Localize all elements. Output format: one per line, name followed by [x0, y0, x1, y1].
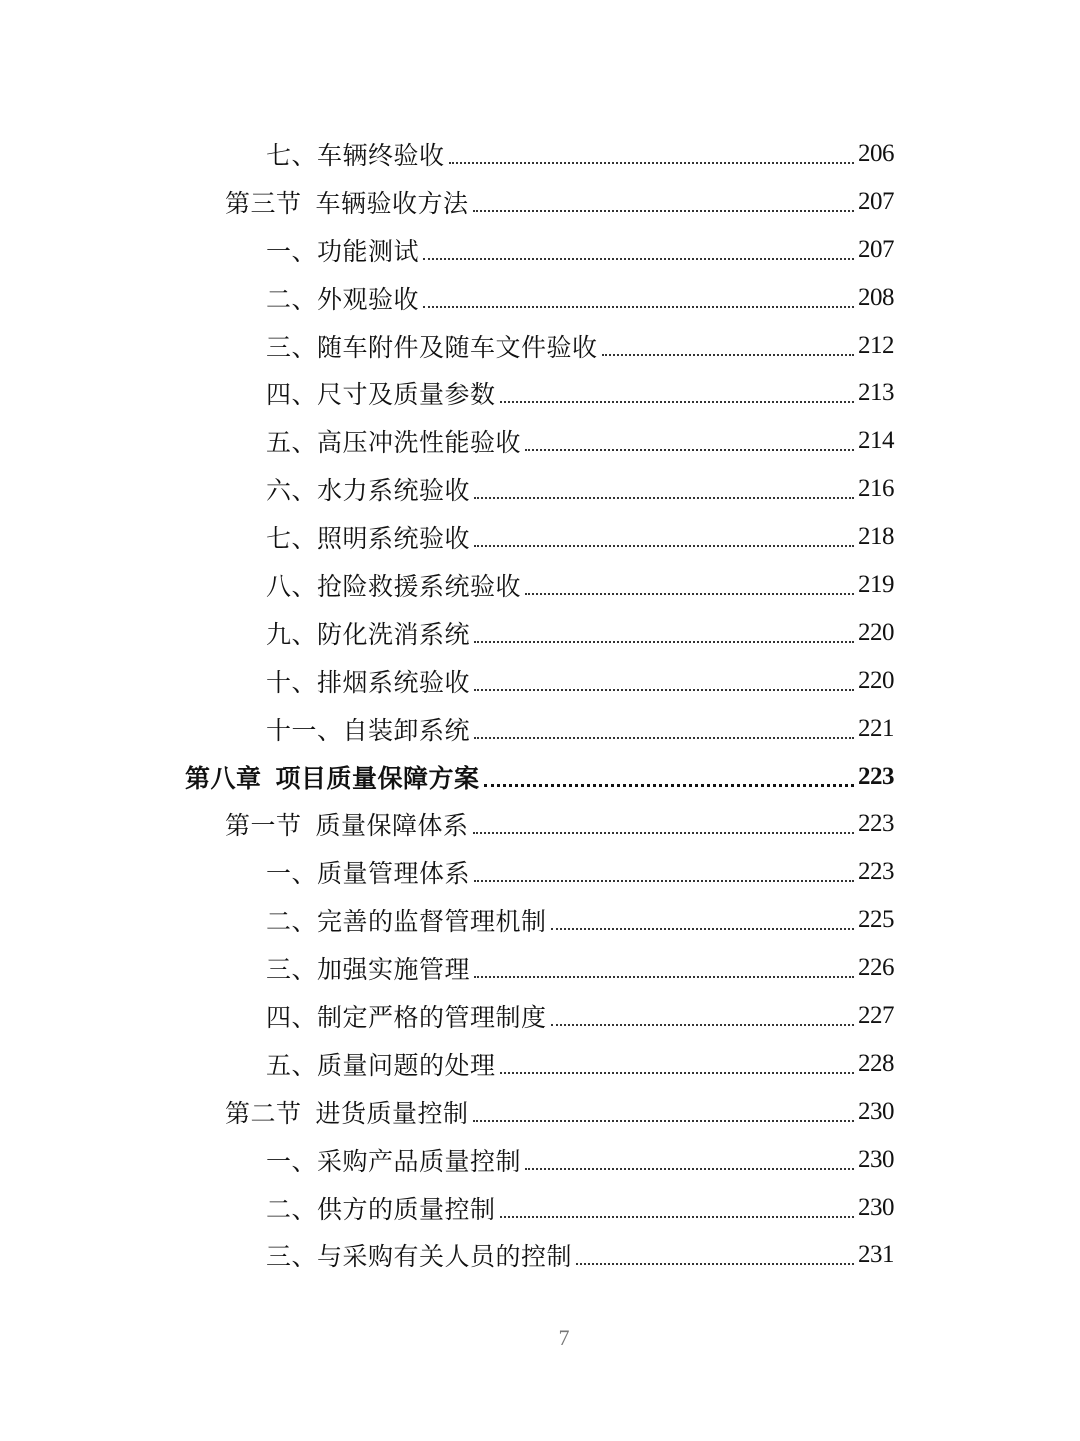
dot-leader	[474, 497, 854, 499]
dot-leader	[525, 449, 854, 451]
dot-leader	[551, 1024, 854, 1026]
toc-entry-title: 二、外观验收	[266, 284, 420, 314]
toc-entry-title: 六、水力系统验收	[266, 476, 471, 506]
toc-chapter-entry[interactable]	[0, 753, 1080, 801]
dot-leader	[473, 1120, 854, 1122]
toc-page-number: 216	[858, 475, 894, 503]
toc-page-number: 223	[858, 762, 894, 790]
toc-page-number: 220	[858, 618, 894, 646]
toc-entry-title: 九、防化洗消系统	[266, 619, 471, 649]
dot-leader	[484, 784, 854, 787]
toc-entry-title: 三、随车附件及随车文件验收	[266, 332, 598, 362]
toc-entry[interactable]	[0, 992, 1080, 1040]
toc-entry[interactable]	[0, 369, 1080, 417]
dot-leader	[474, 689, 854, 691]
toc-section-entry[interactable]	[0, 800, 1080, 848]
dot-leader	[474, 641, 854, 643]
toc-entry[interactable]	[0, 226, 1080, 274]
toc-page-number: 223	[858, 858, 894, 886]
dot-leader	[576, 1263, 854, 1265]
toc-section-entry[interactable]	[0, 178, 1080, 226]
toc-entry-title: 四、制定严格的管理制度	[266, 1002, 547, 1032]
dot-leader	[473, 832, 854, 834]
toc-page-number: 227	[858, 1001, 894, 1029]
toc-entry[interactable]	[0, 417, 1080, 465]
dot-leader	[473, 210, 854, 212]
toc-entry-title: 第八章 项目质量保障方案	[185, 763, 480, 793]
toc-page-number: 230	[858, 1145, 894, 1173]
toc-entry-title: 五、质量问题的处理	[266, 1050, 496, 1080]
dot-leader	[525, 1168, 854, 1170]
table-of-contents	[0, 130, 1080, 1279]
dot-leader	[474, 737, 854, 739]
toc-page-number: 213	[858, 379, 894, 407]
toc-entry-title: 第一节 质量保障体系	[225, 811, 469, 841]
toc-entry-title: 八、抢险救援系统验收	[266, 571, 522, 601]
toc-entry[interactable]	[0, 561, 1080, 609]
toc-entry-title: 十一、自装卸系统	[266, 715, 471, 745]
toc-page-number: 230	[858, 1193, 894, 1221]
toc-entry-title: 一、功能测试	[266, 236, 420, 266]
toc-entry[interactable]	[0, 1040, 1080, 1088]
toc-entry-title: 二、完善的监督管理机制	[266, 907, 547, 937]
dot-leader	[474, 976, 854, 978]
toc-page-number: 230	[858, 1097, 894, 1125]
toc-page-number: 208	[858, 283, 894, 311]
dot-leader	[449, 162, 854, 164]
dot-leader	[525, 593, 854, 595]
dot-leader	[474, 880, 854, 882]
toc-page-number: 221	[858, 714, 894, 742]
toc-entry[interactable]	[0, 1136, 1080, 1184]
toc-entry-title: 一、质量管理体系	[266, 859, 471, 889]
toc-entry-title: 第二节 进货质量控制	[225, 1098, 469, 1128]
toc-page-number: 228	[858, 1049, 894, 1077]
dot-leader	[500, 401, 854, 403]
toc-entry-title: 四、尺寸及质量参数	[266, 380, 496, 410]
toc-page-number: 206	[858, 139, 894, 167]
toc-entry-title: 五、高压冲洗性能验收	[266, 428, 522, 458]
toc-entry[interactable]	[0, 465, 1080, 513]
toc-page-number: 212	[858, 331, 894, 359]
dot-leader	[551, 928, 854, 930]
toc-entry[interactable]	[0, 944, 1080, 992]
toc-page-number: 214	[858, 427, 894, 455]
toc-entry[interactable]	[0, 848, 1080, 896]
toc-page-number: 220	[858, 666, 894, 694]
toc-entry-title: 七、车辆终验收	[266, 140, 445, 170]
toc-page-number: 207	[858, 235, 894, 263]
toc-entry-title: 第三节 车辆验收方法	[225, 188, 469, 218]
toc-entry[interactable]	[0, 1184, 1080, 1232]
toc-page-number: 207	[858, 187, 894, 215]
page-number: 7	[558, 1325, 570, 1350]
toc-page-number: 219	[858, 570, 894, 598]
dot-leader	[423, 258, 854, 260]
toc-entry[interactable]	[0, 657, 1080, 705]
toc-entry[interactable]	[0, 274, 1080, 322]
toc-entry-title: 七、照明系统验收	[266, 524, 471, 554]
toc-page-number: 231	[858, 1241, 894, 1269]
toc-entry-title: 三、与采购有关人员的控制	[266, 1242, 573, 1272]
toc-entry-title: 二、供方的质量控制	[266, 1194, 496, 1224]
toc-entry[interactable]	[0, 130, 1080, 178]
toc-entry[interactable]	[0, 896, 1080, 944]
toc-entry-title: 十、排烟系统验收	[266, 667, 471, 697]
toc-entry-title: 三、加强实施管理	[266, 955, 471, 985]
toc-entry[interactable]	[0, 322, 1080, 370]
dot-leader	[474, 545, 854, 547]
toc-page-number: 225	[858, 906, 894, 934]
dot-leader	[602, 354, 854, 356]
dot-leader	[423, 306, 854, 308]
toc-entry[interactable]	[0, 513, 1080, 561]
toc-entry[interactable]	[0, 609, 1080, 657]
toc-entry[interactable]	[0, 705, 1080, 753]
toc-entry-title: 一、采购产品质量控制	[266, 1146, 522, 1176]
toc-section-entry[interactable]	[0, 1088, 1080, 1136]
toc-entry[interactable]	[0, 1231, 1080, 1279]
toc-page-number: 226	[858, 954, 894, 982]
toc-page-number: 223	[858, 810, 894, 838]
dot-leader	[500, 1072, 854, 1074]
toc-page-number: 218	[858, 523, 894, 551]
dot-leader	[500, 1216, 854, 1218]
